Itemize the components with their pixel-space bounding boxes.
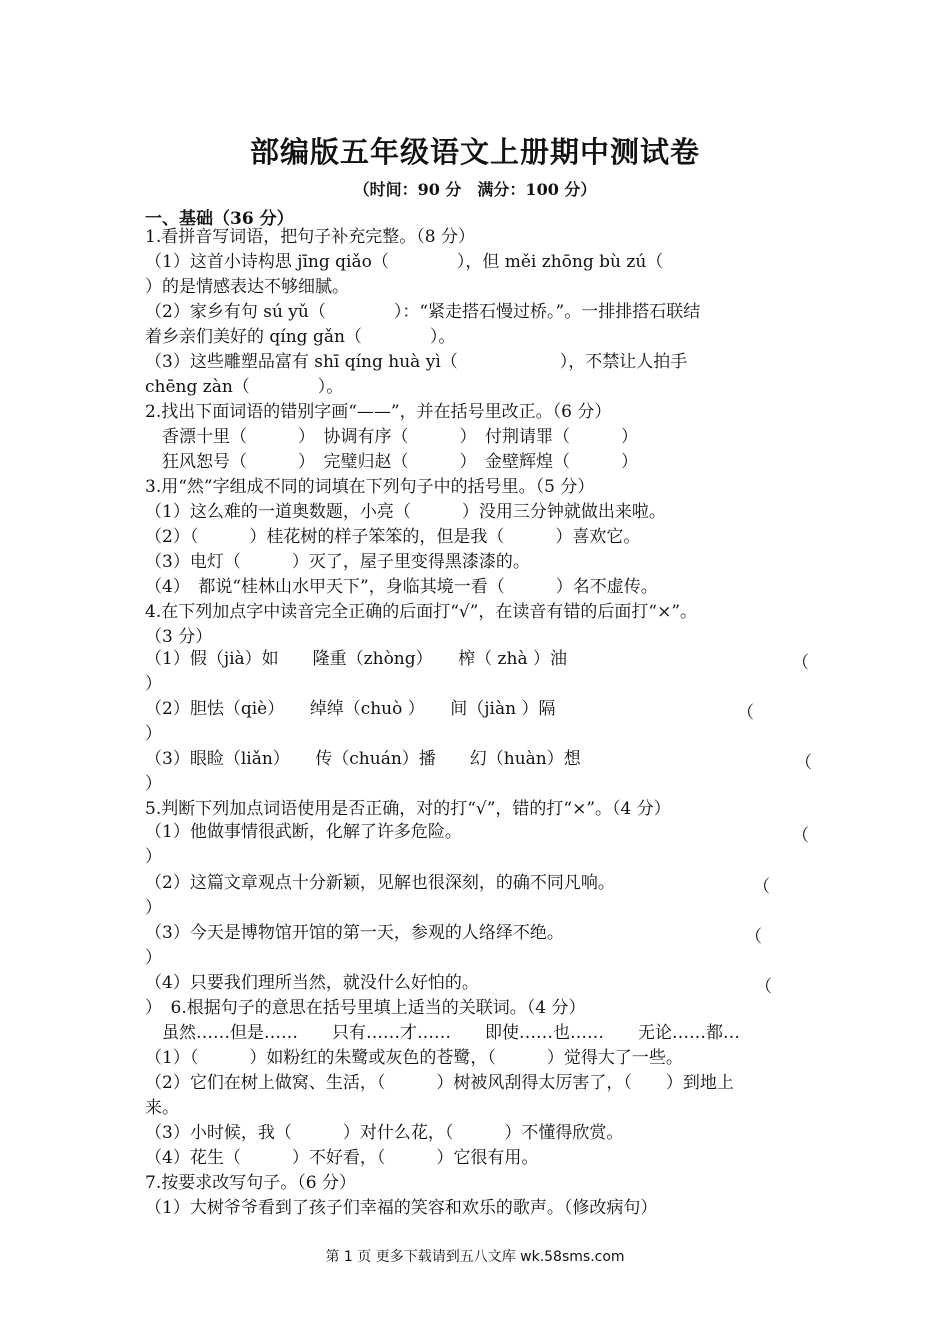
answer-paren: （ <box>753 877 770 897</box>
question-line: ） 6.根据句子的意思在括号里填上适当的关联词。（4 分） <box>145 998 586 1018</box>
answer-paren: （ <box>795 753 812 773</box>
question-line: （1）（ ）如粉红的朱鹭或灰色的苍鹭，（ ）觉得大了一些。 <box>145 1048 683 1068</box>
question-line: 1.看拼音写词语，把句子补充完整。（8 分） <box>145 227 475 247</box>
answer-paren: （ <box>755 977 772 997</box>
question-line: （2）家乡有句 sú yǔ（ ）：“紧走搭石慢过桥。”。一排排搭石联结 <box>145 302 701 322</box>
answer-paren: （ <box>792 653 809 673</box>
question-line: ） <box>145 774 162 794</box>
question-line: 3.用“然”字组成不同的词填在下列句子中的括号里。（5 分） <box>145 477 595 497</box>
answer-paren: （ <box>745 927 762 947</box>
question-line: （4） 都说“桂林山水甲天下”，身临其境一看（ ）名不虚传。 <box>145 577 658 597</box>
question-line: 着乡亲们美好的 qíng gǎn（ ）。 <box>145 327 456 347</box>
question-line: ） <box>145 724 162 744</box>
question-line: （3）电灯（ ）灭了，屋子里变得黑漆漆的。 <box>145 552 530 572</box>
question-line: （1）他做事情很武断，化解了许多危险。 <box>145 822 462 842</box>
question-line: ） <box>145 948 162 968</box>
answer-paren: （ <box>737 703 754 723</box>
section-heading: 一、基础（36 分） <box>145 209 294 229</box>
question-line: 香漂十里（ ） 协调有序（ ） 付荆请罪（ ） <box>145 427 638 447</box>
question-line: ） <box>145 674 162 694</box>
question-line: ） <box>145 847 162 867</box>
question-line: 虽然……但是…… 只有……才…… 即使……也…… 无论……都… <box>145 1023 740 1043</box>
page-subtitle: （时间：90 分 满分：100 分） <box>353 180 597 199</box>
question-line: 4.在下列加点字中读音完全正确的后面打“√”，在读音有错的后面打“×”。 <box>145 602 698 622</box>
question-line: ）的是情感表达不够细腻。 <box>145 277 349 297</box>
question-line: （3 分） <box>145 627 213 647</box>
question-line: 来。 <box>145 1098 179 1118</box>
question-line: （3）眼睑（liǎn） 传（chuán）播 幻（huàn）想 <box>145 749 581 769</box>
question-line: （1）假（jià）如 隆重（zhòng） 榨（ zhà ）油 <box>145 649 567 669</box>
question-line: （2）（ ）桂花树的样子笨笨的，但是我（ ）喜欢它。 <box>145 527 641 547</box>
question-line: （2）它们在树上做窝、生活，（ ）树被风刮得太厉害了，（ ）到地上 <box>145 1073 734 1093</box>
question-line: 2.找出下面词语的错别字画“——”，并在括号里改正。（6 分） <box>145 402 612 422</box>
question-line: （1）这么难的一道奥数题，小亮（ ）没用三分钟就做出来啦。 <box>145 502 666 522</box>
question-line: （1）大树爷爷看到了孩子们幸福的笑容和欢乐的歌声。（修改病句） <box>145 1198 658 1218</box>
question-line: ） <box>145 898 162 918</box>
question-line: （1）这首小诗构思 jīng qiǎo（ ），但 měi zhōng bù zú（ <box>145 252 664 272</box>
page-title: 部编版五年级语文上册期中测试卷 <box>249 135 700 169</box>
question-line: 7.按要求改写句子。（6 分） <box>145 1173 356 1193</box>
question-line: （4）只要我们理所当然，就没什么好怕的。 <box>145 973 479 993</box>
question-line: chēng zàn（ ）。 <box>145 377 344 397</box>
answer-paren: （ <box>792 826 809 846</box>
question-line: （4）花生（ ）不好看，（ ）它很有用。 <box>145 1148 539 1168</box>
question-line: （3）这些雕塑品富有 shī qíng huà yì（ ），不禁让人拍手 <box>145 352 688 372</box>
question-line: （2）胆怯（qiè） 绰绰（chuò ） 间（jiàn ）隔 <box>145 699 556 719</box>
question-line: 狂风恕号（ ） 完璧归赵（ ） 金壁辉煌（ ） <box>145 452 638 472</box>
question-line: 5.判断下列加点词语使用是否正确，对的打“√”，错的打“×”。（4 分） <box>145 799 671 819</box>
question-line: （3）今天是博物馆开馆的第一天，参观的人络绎不绝。 <box>145 923 564 943</box>
question-line: （2）这篇文章观点十分新颖，见解也很深刻，的确不同凡响。 <box>145 873 615 893</box>
question-line: （3）小时候，我（ ）对什么花，（ ）不懂得欣赏。 <box>145 1123 624 1143</box>
page-footer: 第 1 页 更多下载请到五八文库 wk.58sms.com <box>325 1249 625 1265</box>
